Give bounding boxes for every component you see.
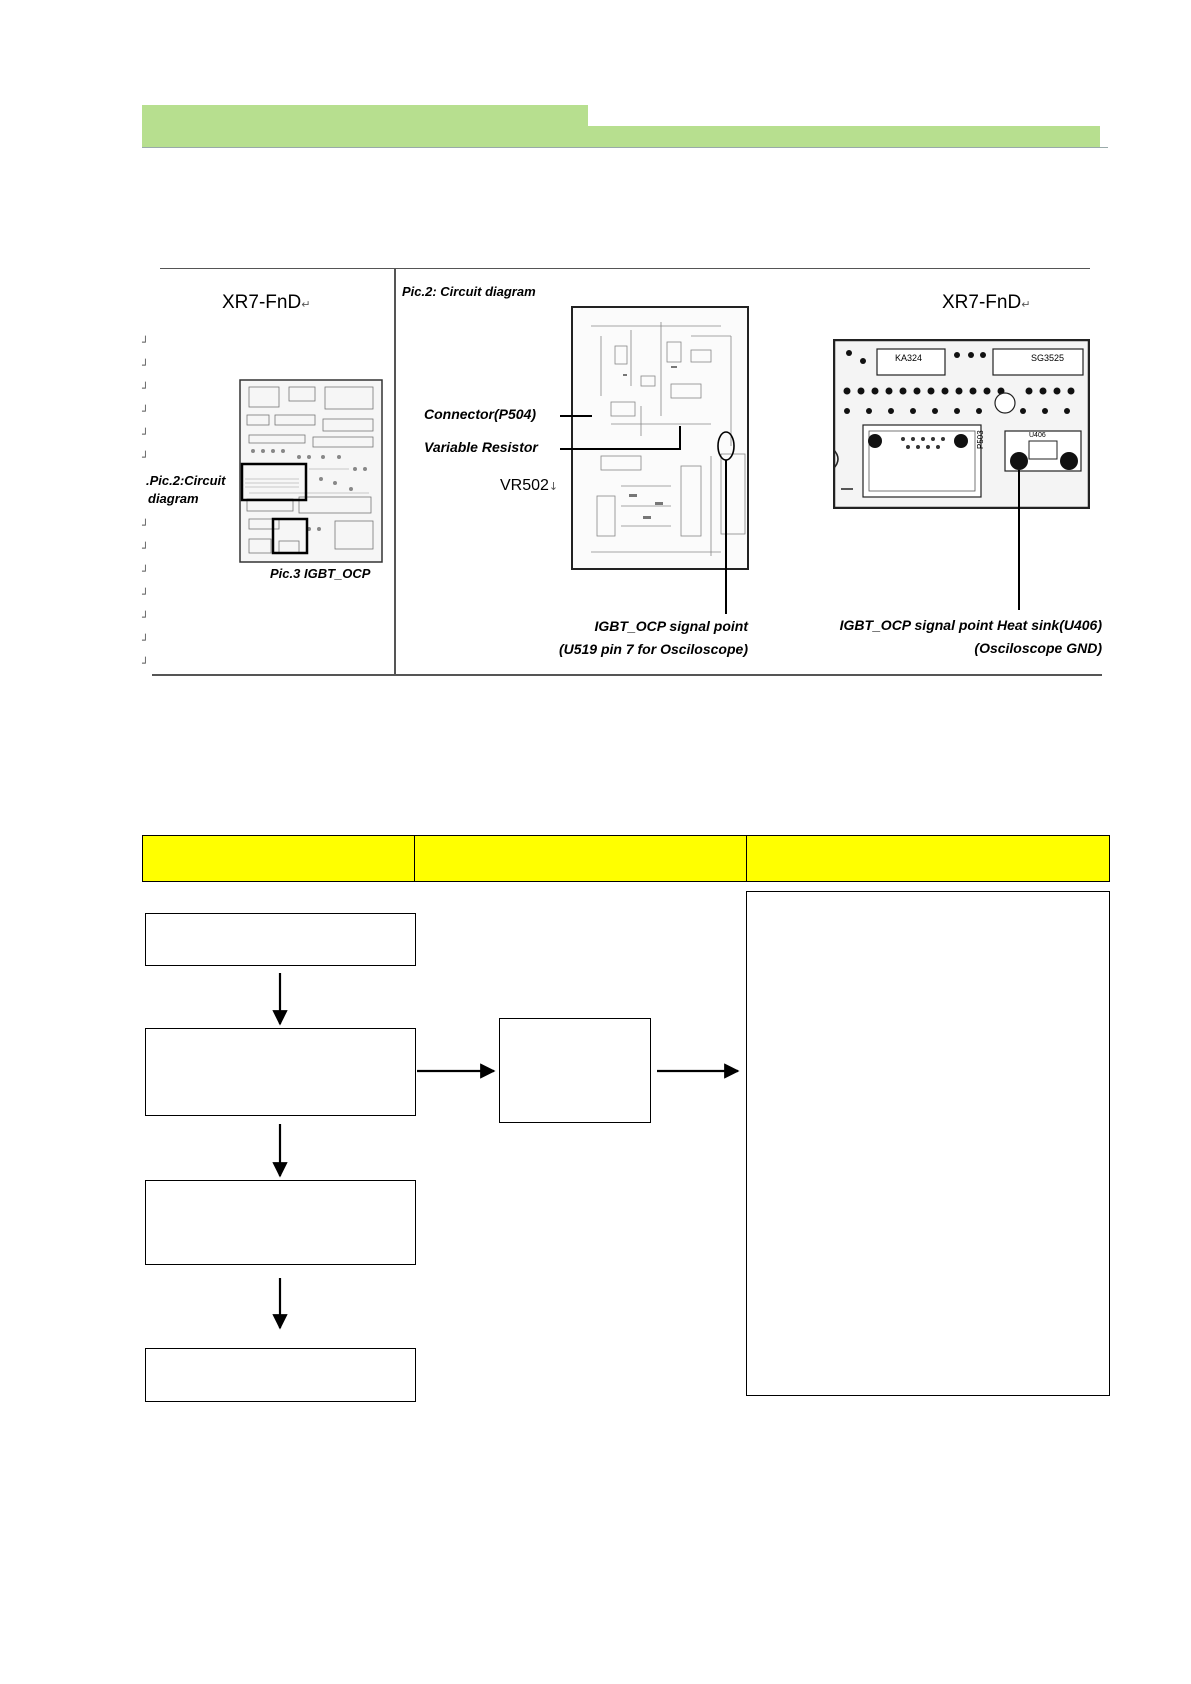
paragraph-mark: ┘	[142, 588, 149, 601]
paragraph-mark: ┘	[142, 336, 149, 349]
paragraph-mark: ┘	[142, 565, 149, 578]
pic2-side-label: .Pic.2:Circuit diagram	[146, 473, 226, 506]
paragraph-mark: ┘	[142, 382, 149, 395]
paragraph-mark: ┘	[142, 519, 149, 532]
connector-label: Connector(P504)	[424, 406, 537, 422]
resistor-label: Variable Resistor	[424, 439, 538, 455]
chip1-label: KA324	[895, 353, 923, 363]
paragraph-mark: ┘	[142, 542, 149, 555]
pic3-label: Pic.3 IGBT_OCP	[270, 566, 371, 581]
right-panel-title: XR7-FnD↵	[942, 292, 1031, 313]
paragraph-mark: ┘	[142, 451, 149, 464]
paragraph-mark: ┘	[142, 657, 149, 670]
u406-label: U406	[1029, 432, 1046, 439]
chip2-label: SG3525	[1031, 353, 1065, 363]
right-signal-label: IGBT_OCP signal point Heat sink(U406) (Osciloscope GND)	[839, 617, 1102, 656]
left-panel-title: XR7-FnD↵	[222, 292, 311, 313]
middle-signal-label: IGBT_OCP signal point (U519 pin 7 for Osciloscope)	[558, 618, 748, 657]
vr-label: VR502↓	[500, 477, 559, 494]
conn-label: P503	[976, 430, 985, 449]
paragraph-mark: ┘	[142, 611, 149, 624]
paragraph-mark: ┘	[142, 634, 149, 647]
middle-panel-caption: Pic.2: Circuit diagram	[402, 284, 536, 299]
paragraph-mark: ┘	[142, 359, 149, 372]
paragraph-mark: ┘	[142, 428, 149, 441]
paragraph-mark: ┘	[142, 405, 149, 418]
